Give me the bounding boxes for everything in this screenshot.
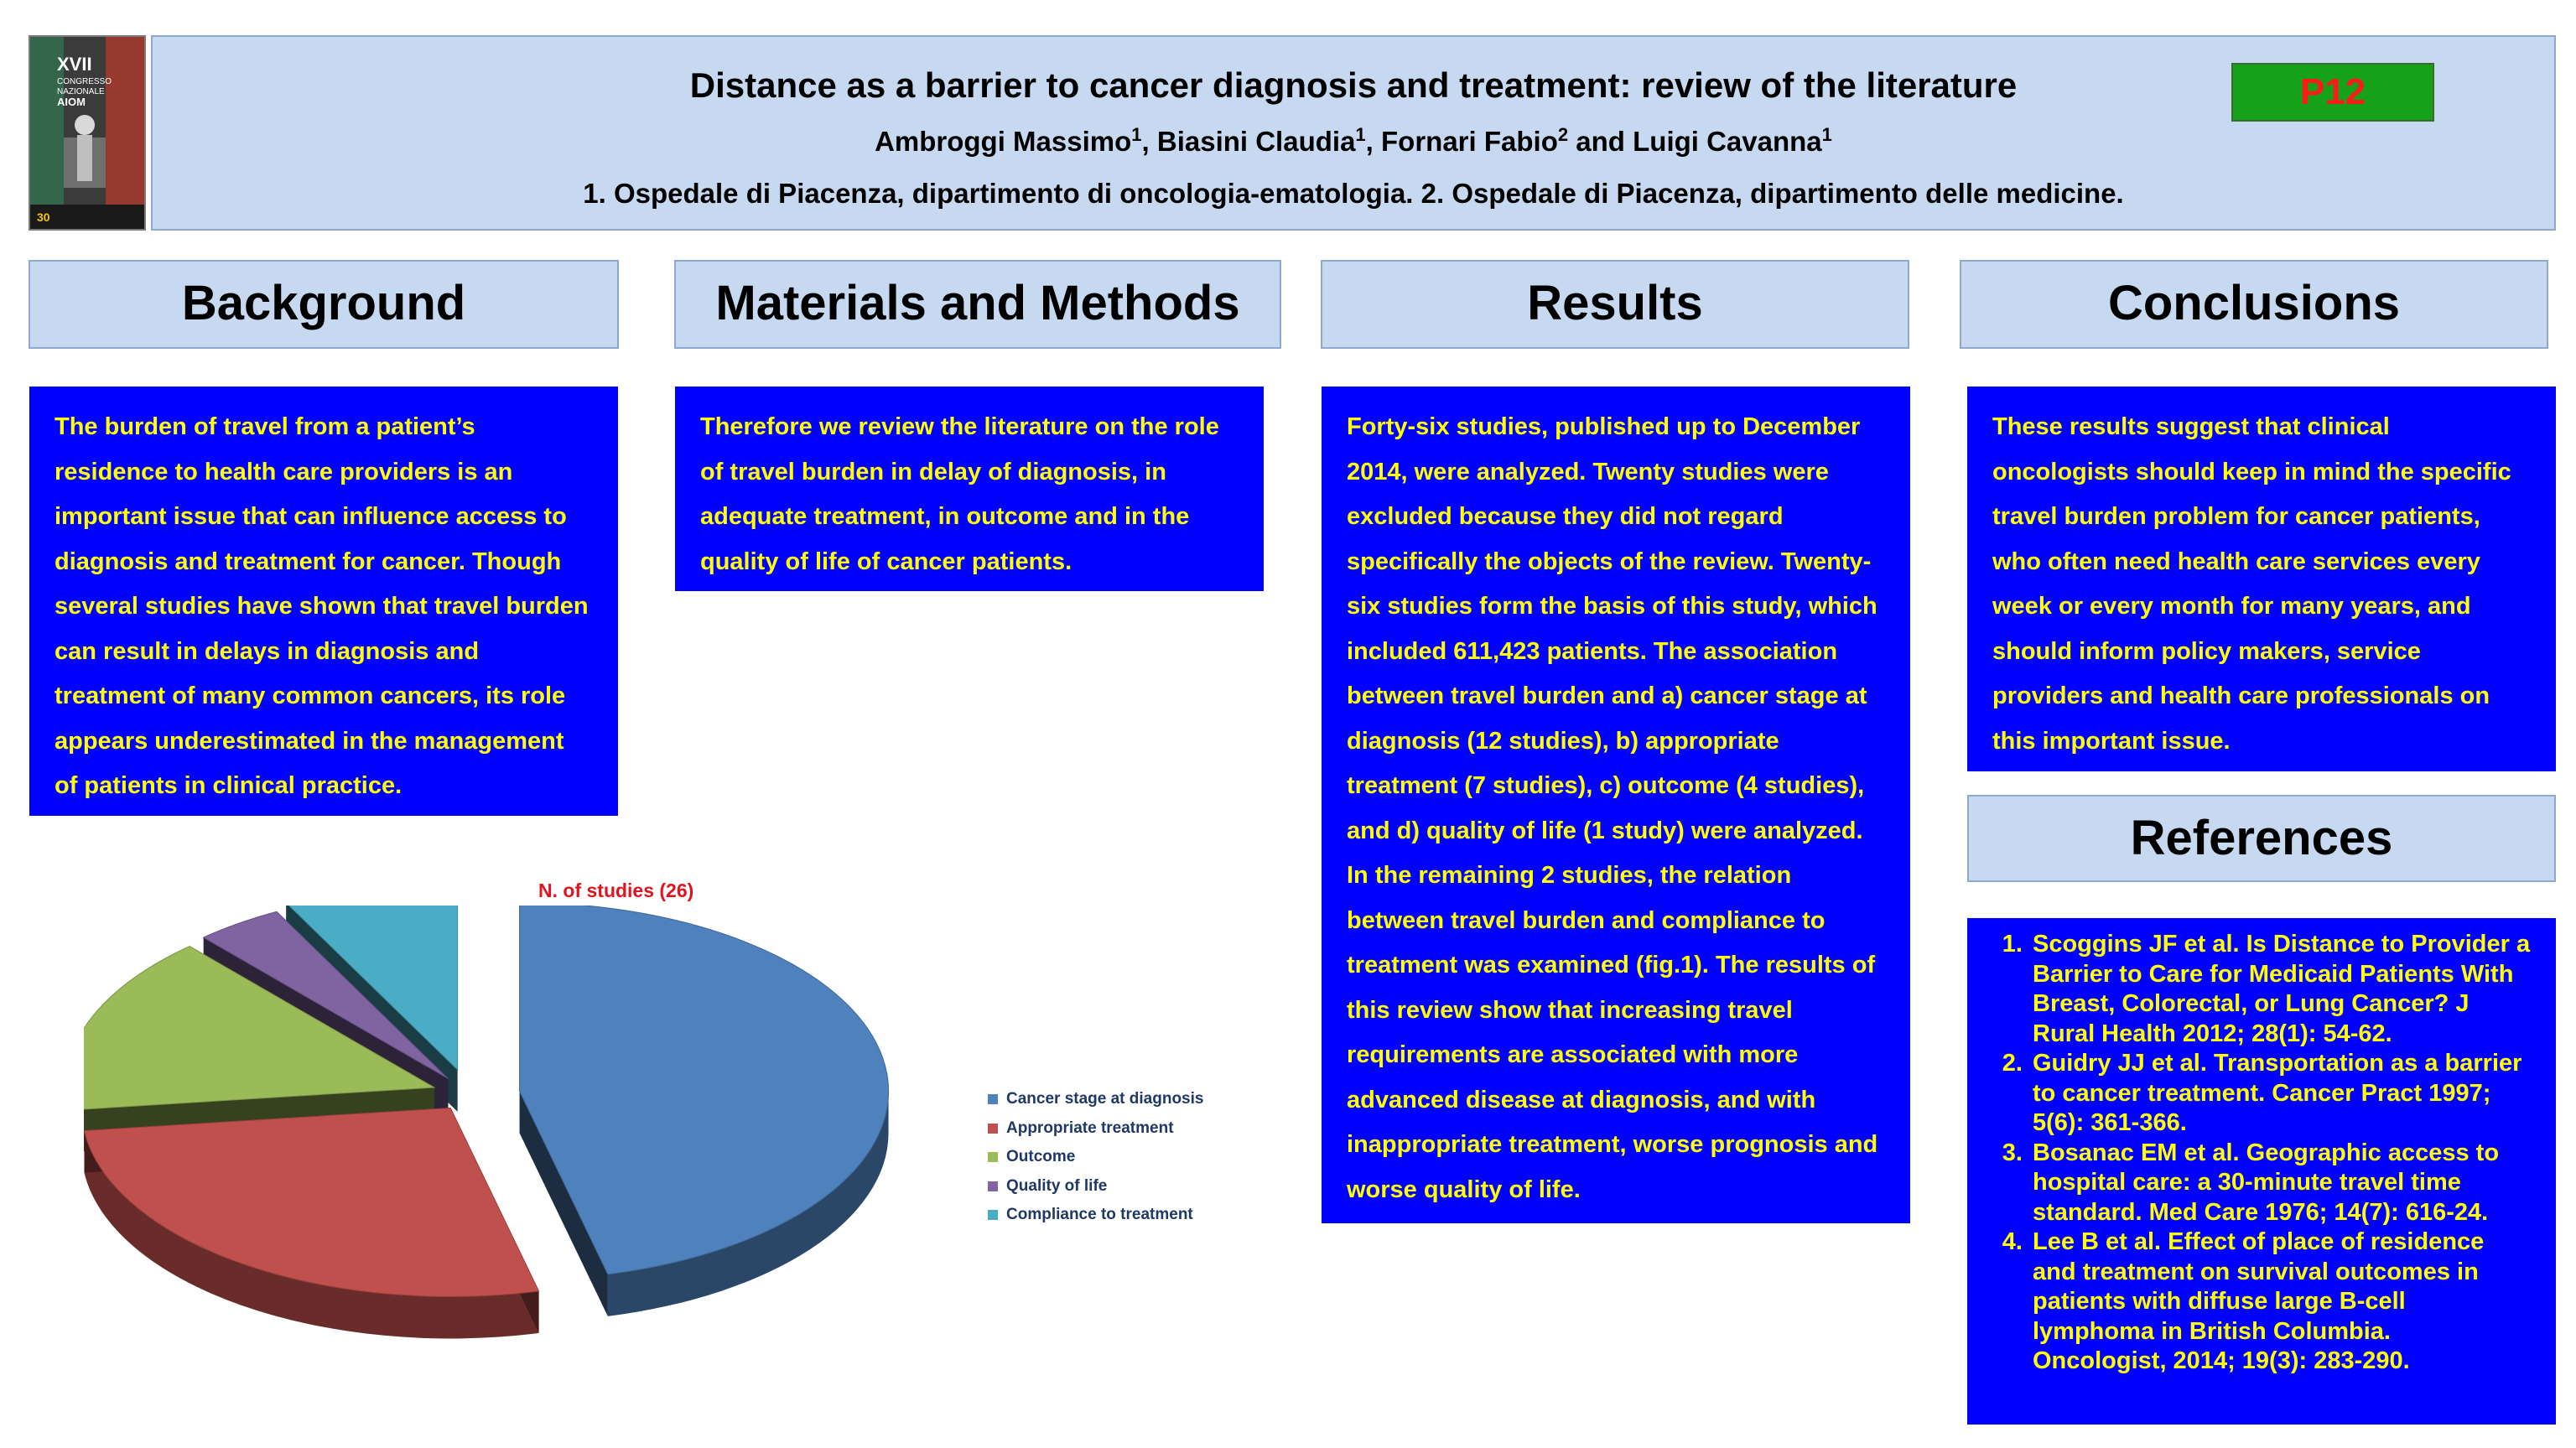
congress-logo	[29, 35, 146, 231]
logo-text-national: NAZIONALE	[57, 87, 105, 96]
background-box	[29, 387, 618, 816]
legend-swatch	[988, 1210, 998, 1220]
conclusions-box	[1967, 387, 2556, 771]
legend-swatch	[988, 1181, 998, 1191]
methods-text: Therefore we review the literature on the role of travel burden in delay of diagnosis, in adequate treatment, in outcome and in the quality of life of cancer patients.	[700, 413, 1219, 575]
conclusions-heading: Conclusions	[1960, 260, 2548, 349]
reference-item: 2. Guidry JJ et al. Transportation as a barrier to cancer treatment. Cancer Pract 1997; 5(6): 361-366.	[2029, 1049, 2531, 1139]
legend-label: Outcome	[1006, 1148, 1076, 1166]
references-heading: References	[1967, 795, 2556, 882]
pie-slice-top-appropriate-treatment	[84, 1108, 538, 1296]
author: Biasini Claudia$^1$,	[1156, 124, 1382, 157]
poster-header	[151, 35, 2556, 231]
author-line	[153, 124, 2554, 158]
conclusions-text: These results suggest that clinical oncologists should keep in mind the specific travel burden problem for cancer patients, who often need health care services every week or every month for many years, and should inform policy makers, service providers and health care professionals on this important issue.	[1992, 413, 2511, 755]
legend-item	[988, 1114, 1203, 1144]
results-text: Forty-six studies, published up to December 2014, were analyzed. Twenty studies were excluded because they did not regard specifically the objects of the review. Twenty-six studies form the basis of this study, which included 611,423 patients. The association between travel burden and a) cancer stage at diagnosis (12 studies), b) appropriate treatment (7 studies), c) outcome (4 studies), and d) quality of life (1 study) were analyzed. In the remaining 2 studies, the relation between travel burden and compliance to treatment was examined (fig.1). The results of this review show that increasing travel requirements are associated with more advanced disease at diagnosis, and with inappropriate treatment, worse prognosis and worse quality of life.	[1347, 413, 1878, 1203]
legend-label: Appropriate treatment	[1006, 1118, 1174, 1137]
pie-chart	[84, 906, 922, 1375]
results-heading: Results	[1321, 260, 1909, 349]
chart-legend	[988, 1085, 1203, 1230]
legend-label: Cancer stage at diagnosis	[1006, 1090, 1204, 1108]
author: Ambroggi Massimo$^1$,	[875, 124, 1157, 157]
legend-swatch	[988, 1124, 998, 1134]
background-heading: Background	[29, 260, 619, 349]
legend-label: Quality of life	[1006, 1176, 1108, 1195]
legend-item	[988, 1143, 1203, 1172]
reference-item: 4. Lee B et al. Effect of place of residence and treatment on survival outcomes in patients with diffuse large B-cell lymphoma in British Columbia. Oncologist, 2014; 19(3): 283-290.	[2029, 1227, 2531, 1377]
author: Luigi Cavanna$^1$	[1633, 124, 1832, 157]
references-list	[1992, 930, 2531, 1377]
legend-swatch	[988, 1152, 998, 1162]
poster-id-badge: P12	[2231, 63, 2434, 122]
background-text: The burden of travel from a patient’s residence to health care providers is an important issue that can influence access to diagnosis and treatment for cancer. Though several studies have shown that travel burden can result in delays in diagnosis and treatment of many common cancers, its role appears underestimated in the management of patients in clinical practice.	[55, 413, 589, 799]
affiliations: 1. Ospedale di Piacenza, dipartimento di oncologia-ematologia. 2. Ospedale di Piacenza, dipartimento delle medicine.	[583, 178, 2124, 209]
congress-logo-art	[30, 37, 144, 229]
methods-box	[675, 387, 1264, 591]
logo-text-aiom: AIOM	[57, 96, 86, 108]
chart-title: N. of studies (26)	[538, 880, 694, 901]
methods-heading: Materials and Methods	[674, 260, 1281, 349]
poster-title: Distance as a barrier to cancer diagnosis and treatment: review of the literature	[689, 65, 2018, 105]
results-box	[1322, 387, 1910, 1223]
logo-text-edition: XVII	[57, 54, 92, 75]
logo-text-congress: CONGRESSO	[57, 77, 112, 86]
reference-item: 3. Bosanac EM et al. Geographic access to hospital care: a 30-minute travel time standard. Med Care 1976; 14(7): 616-24.	[2029, 1139, 2531, 1228]
legend-item	[988, 1085, 1203, 1114]
logo-badge: 30	[37, 210, 50, 224]
reference-item: 1. Scoggins JF et al. Is Distance to Provider a Barrier to Care for Medicaid Patients With Breast, Colorectal, or Lung Cancer? J Rural Health 2012; 28(1): 54-62.	[2029, 930, 2531, 1049]
legend-item	[988, 1172, 1203, 1201]
legend-item	[988, 1201, 1203, 1230]
legend-swatch	[988, 1094, 998, 1104]
author: Fornari Fabio$^2$ and	[1381, 124, 1633, 157]
references-box	[1967, 918, 2556, 1425]
legend-label: Compliance to treatment	[1006, 1206, 1193, 1224]
